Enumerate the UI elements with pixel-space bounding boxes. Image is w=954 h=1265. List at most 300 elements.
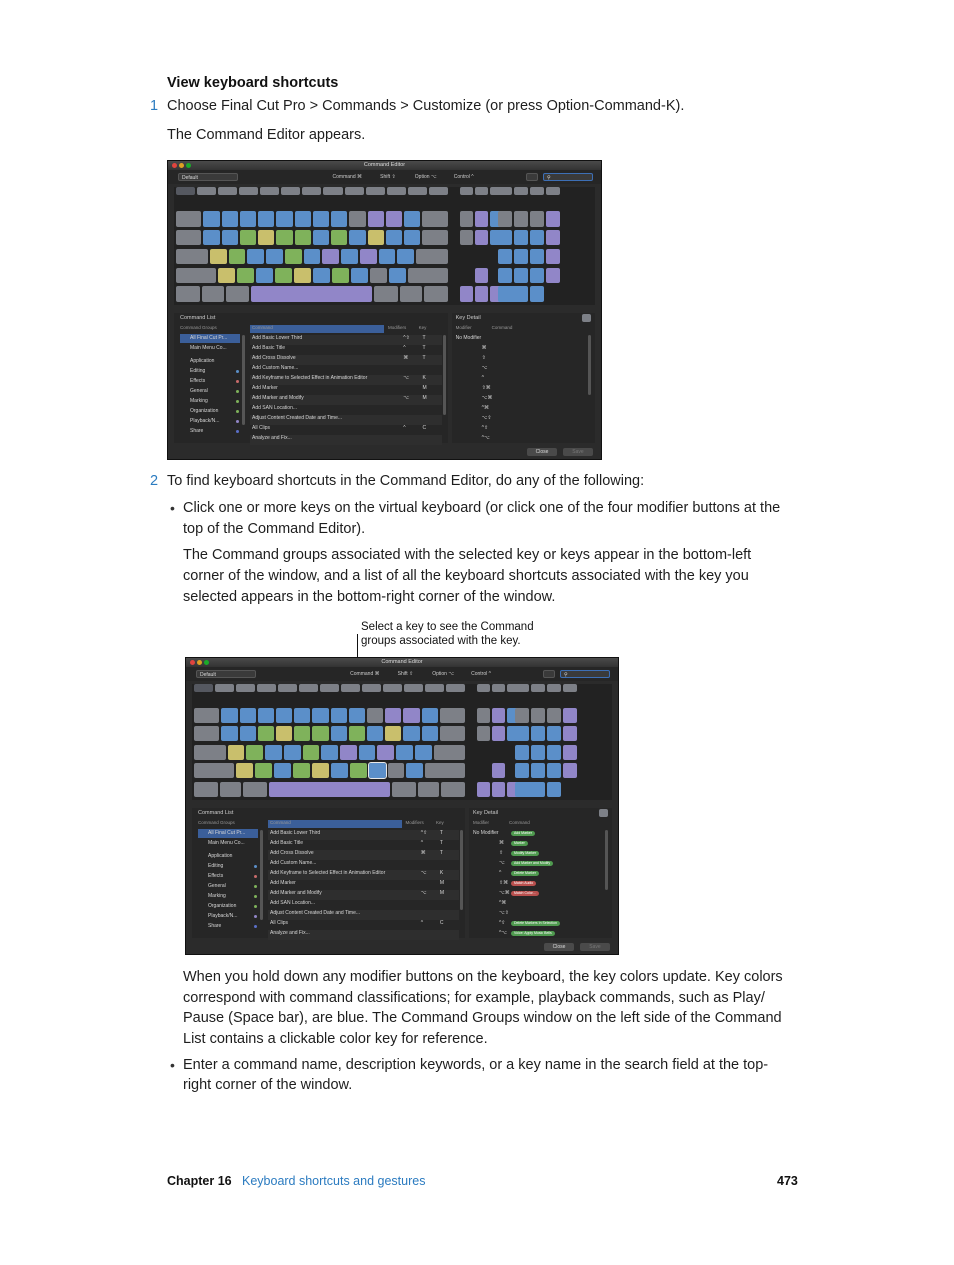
keyboard-key[interactable] xyxy=(403,708,419,723)
keypad-key[interactable] xyxy=(563,763,577,778)
command-row[interactable]: Add Basic Lower Third xyxy=(270,830,321,836)
keyboard-key[interactable] xyxy=(294,268,311,283)
keyboard-key[interactable] xyxy=(345,187,364,195)
step-text: Choose Final Cut Pro > Commands > Customize (or press Option-Command-K). xyxy=(167,98,685,114)
keyboard-key[interactable] xyxy=(400,286,422,301)
preset-popup[interactable]: Default xyxy=(178,173,238,181)
keypad-key[interactable] xyxy=(563,745,577,760)
keyboard-key[interactable] xyxy=(239,187,258,195)
save-button[interactable]: Save xyxy=(563,448,593,456)
keyboard-key[interactable] xyxy=(429,187,448,195)
keyboard-key[interactable] xyxy=(228,745,245,760)
keyboard-key[interactable] xyxy=(386,230,402,245)
keyboard-key[interactable] xyxy=(240,726,256,741)
keyboard-key[interactable] xyxy=(276,230,292,245)
keyboard-key[interactable] xyxy=(370,268,387,283)
command-row[interactable]: Add Custom Name... xyxy=(270,860,317,866)
keyboard-key[interactable] xyxy=(294,708,310,723)
keyboard-key[interactable] xyxy=(236,684,255,692)
keypad-key[interactable] xyxy=(547,745,561,760)
keyboard-key[interactable] xyxy=(374,286,398,301)
keyboard-key[interactable] xyxy=(284,745,301,760)
class-item[interactable]: Marking xyxy=(208,893,226,899)
preset-popup[interactable]: Default xyxy=(196,670,256,678)
keypad-key[interactable] xyxy=(546,230,560,245)
keypad-key[interactable] xyxy=(498,268,512,283)
keyboard-key[interactable] xyxy=(422,230,447,245)
keyboard-key[interactable] xyxy=(303,745,320,760)
keypad-key[interactable] xyxy=(514,249,528,264)
command-row[interactable]: Add Marker and Modify xyxy=(270,890,322,896)
keypad-key[interactable] xyxy=(546,187,560,195)
detail-command-pill[interactable]: Modify Marker xyxy=(511,851,539,856)
close-button[interactable]: Close xyxy=(527,448,557,456)
detail-command-pill[interactable]: Voice: Apply Music Bells xyxy=(511,931,555,936)
class-item[interactable]: Organization xyxy=(208,903,237,909)
save-button[interactable]: Save xyxy=(580,943,610,951)
keypad-key[interactable] xyxy=(547,684,561,692)
detail-command-pill[interactable]: Delete Markers In Selection xyxy=(511,921,560,926)
command-row[interactable]: Adjust Content Created Date and Time... xyxy=(252,415,343,421)
command-column-header[interactable]: Command xyxy=(252,325,273,330)
keyboard-key[interactable] xyxy=(304,249,321,264)
keyboard-key[interactable] xyxy=(475,230,488,245)
keyboard-key[interactable] xyxy=(404,230,420,245)
keyboard-key[interactable] xyxy=(240,708,256,723)
keyboard-key[interactable] xyxy=(422,211,447,226)
keyboard-key[interactable] xyxy=(360,249,377,264)
keyboard-key[interactable] xyxy=(275,268,292,283)
keyboard-key[interactable] xyxy=(293,763,310,778)
keyboard-key[interactable] xyxy=(446,684,465,692)
command-row[interactable]: Analyze and Fix... xyxy=(252,435,292,441)
commands-scrollbar[interactable] xyxy=(443,335,446,415)
keyboard-key[interactable] xyxy=(408,187,427,195)
keypad-key[interactable] xyxy=(546,249,560,264)
command-row[interactable]: Add Marker and Modify xyxy=(252,395,304,401)
modifier-button[interactable]: Shift ⇧ xyxy=(380,174,396,180)
search-field[interactable]: ⚲ xyxy=(543,173,593,181)
keyboard-key[interactable] xyxy=(295,230,311,245)
keyboard-key[interactable] xyxy=(396,745,413,760)
keyboard-key[interactable] xyxy=(367,726,383,741)
keyboard-key[interactable] xyxy=(383,684,402,692)
keyboard-key[interactable] xyxy=(260,187,279,195)
class-item[interactable]: Marking xyxy=(190,398,208,404)
keypad-key[interactable] xyxy=(530,286,544,301)
keyboard-key[interactable] xyxy=(397,249,414,264)
keyboard-key[interactable] xyxy=(229,249,246,264)
keyboard-key[interactable] xyxy=(294,726,310,741)
keyboard-key[interactable] xyxy=(194,684,213,692)
keyboard-key[interactable] xyxy=(176,211,201,226)
keyboard-key[interactable] xyxy=(368,211,384,226)
keyboard-key[interactable] xyxy=(434,745,466,760)
keyboard-key[interactable] xyxy=(422,708,438,723)
keyboard-key[interactable] xyxy=(203,230,219,245)
keyboard-key[interactable] xyxy=(340,745,357,760)
command-modifiers: ^ xyxy=(403,425,406,431)
keyboard-key[interactable] xyxy=(351,268,368,283)
keyboard-key[interactable] xyxy=(477,684,490,692)
keyboard-key[interactable] xyxy=(215,684,234,692)
keyboard-key[interactable] xyxy=(425,763,465,778)
arrow-key[interactable] xyxy=(475,286,488,301)
keypad-key[interactable] xyxy=(530,249,544,264)
command-row[interactable]: All Clips xyxy=(270,920,289,926)
keyboard-key[interactable] xyxy=(477,726,490,741)
keyboard-key[interactable] xyxy=(321,745,338,760)
command-column-header[interactable]: Command xyxy=(270,820,291,825)
keyboard-key[interactable] xyxy=(475,187,488,195)
keyboard-key[interactable] xyxy=(251,286,372,301)
keyboard-key[interactable] xyxy=(194,782,218,797)
class-item[interactable]: Editing xyxy=(190,368,206,374)
command-row[interactable]: Add Basic Title xyxy=(252,345,286,351)
keyboard-key[interactable] xyxy=(392,782,416,797)
modifier-button[interactable]: Control ^ xyxy=(453,174,474,180)
class-item[interactable]: Playback/N... xyxy=(190,418,220,424)
keyboard-key[interactable] xyxy=(331,726,347,741)
keyboard-key[interactable] xyxy=(389,268,406,283)
keyboard-key[interactable] xyxy=(404,684,423,692)
keyboard-key[interactable] xyxy=(276,211,292,226)
keypad-key[interactable] xyxy=(498,286,528,301)
keyboard-key[interactable] xyxy=(313,268,330,283)
keyboard-key[interactable] xyxy=(240,211,256,226)
keypad-key[interactable] xyxy=(498,211,512,226)
keyboard-key[interactable] xyxy=(265,745,282,760)
keypad-key[interactable] xyxy=(563,708,577,723)
class-item[interactable]: Share xyxy=(208,923,222,929)
keypad-key[interactable] xyxy=(530,187,544,195)
modifiers-column-header[interactable]: Modifiers xyxy=(387,325,407,330)
keyboard-key[interactable] xyxy=(197,187,216,195)
keyboard-key[interactable] xyxy=(176,286,200,301)
page-number: 473 xyxy=(777,1174,798,1188)
footer-chapter: Chapter 16 xyxy=(167,1174,232,1188)
keyboard-key[interactable] xyxy=(258,726,274,741)
keypad-key[interactable] xyxy=(546,268,560,283)
modifier-button[interactable]: Option ⌥ xyxy=(414,174,437,180)
command-row[interactable]: Add Basic Lower Third xyxy=(252,335,303,341)
keyboard-key[interactable] xyxy=(385,708,401,723)
keyboard-key[interactable] xyxy=(368,230,384,245)
command-row[interactable]: Add Keyframe to Selected Effect in Animation Editor xyxy=(252,375,368,381)
class-item[interactable]: Effects xyxy=(190,378,206,384)
detail-command-pill[interactable]: Add Marker and Modify xyxy=(511,861,553,866)
close-button[interactable]: Close xyxy=(544,943,574,951)
keyboard-key[interactable] xyxy=(492,684,505,692)
keyboard-key[interactable] xyxy=(256,268,273,283)
keyboard-key[interactable] xyxy=(312,708,328,723)
key-detail-button[interactable] xyxy=(599,809,608,817)
keyboard-key[interactable] xyxy=(312,763,329,778)
keyboard-key[interactable] xyxy=(258,708,274,723)
keyboard-key[interactable] xyxy=(222,211,238,226)
keyboard-key[interactable] xyxy=(367,708,383,723)
keypad-key[interactable] xyxy=(498,187,512,195)
command-row[interactable]: All Clips xyxy=(252,425,271,431)
keyboard-key[interactable] xyxy=(331,230,347,245)
keyboard-key[interactable] xyxy=(425,684,444,692)
modifier-button[interactable]: Command ⌘ xyxy=(350,671,380,677)
keyboard-key[interactable] xyxy=(258,230,274,245)
keyboard-key[interactable] xyxy=(266,249,283,264)
keyboard-key[interactable] xyxy=(366,187,385,195)
keyboard-key[interactable] xyxy=(221,708,237,723)
keypad-key[interactable] xyxy=(514,230,528,245)
keyboard-key[interactable] xyxy=(477,708,490,723)
keypad-key[interactable] xyxy=(515,745,529,760)
command-modifiers: ^⇧ xyxy=(420,830,428,836)
detail-command-pill[interactable]: Marker xyxy=(511,841,528,846)
detail-command-pill[interactable]: Delete Marker xyxy=(511,871,539,876)
keyboard-key[interactable] xyxy=(388,763,405,778)
command-row[interactable]: Adjust Content Created Date and Time... xyxy=(270,910,361,916)
keyboard-key[interactable] xyxy=(218,268,235,283)
keyboard-key[interactable] xyxy=(295,211,311,226)
keyboard-key[interactable] xyxy=(302,187,321,195)
keypad-key[interactable] xyxy=(515,782,545,797)
keyboard-key[interactable] xyxy=(331,708,347,723)
class-item[interactable]: Effects xyxy=(208,873,224,879)
keyboard-key[interactable] xyxy=(387,187,406,195)
groups-app-label: Application xyxy=(190,358,215,364)
keyboard-key[interactable] xyxy=(349,726,365,741)
keyboard-key[interactable] xyxy=(408,268,448,283)
keyboard-key[interactable] xyxy=(404,211,420,226)
detail-scrollbar[interactable] xyxy=(588,335,591,395)
keyboard-key[interactable] xyxy=(246,745,263,760)
arrow-key[interactable] xyxy=(492,782,505,797)
keyboard-key[interactable] xyxy=(415,745,432,760)
key-detail-button[interactable] xyxy=(582,314,591,322)
detail-command-pill[interactable]: Match Color... xyxy=(511,891,539,896)
group-item[interactable]: All Final Cut Pr... xyxy=(190,335,228,341)
keyboard-key[interactable] xyxy=(440,708,465,723)
keyboard-key[interactable] xyxy=(386,211,402,226)
keypad-key[interactable] xyxy=(546,211,560,226)
keyboard-key[interactable] xyxy=(460,211,473,226)
keyboard-key[interactable] xyxy=(349,211,365,226)
keyboard-key[interactable] xyxy=(278,684,297,692)
keyboard-toggle-icon[interactable] xyxy=(543,670,555,678)
keyboard-key[interactable] xyxy=(255,763,272,778)
keyboard-key[interactable] xyxy=(349,230,365,245)
arrow-key[interactable] xyxy=(477,782,490,797)
command-row[interactable]: Add SAN Location... xyxy=(270,900,316,906)
keyboard-key[interactable] xyxy=(269,782,390,797)
keyboard-key[interactable] xyxy=(221,726,237,741)
keyboard-key[interactable] xyxy=(416,249,448,264)
keypad-key[interactable] xyxy=(514,268,528,283)
keyboard-key[interactable] xyxy=(440,726,465,741)
arrow-up-key[interactable] xyxy=(492,763,505,778)
command-row[interactable]: Add Keyframe to Selected Effect in Animation Editor xyxy=(270,870,386,876)
keyboard-key[interactable] xyxy=(313,211,329,226)
keyboard-key[interactable] xyxy=(377,745,394,760)
key-column-header[interactable]: Key xyxy=(436,820,444,825)
keyboard-key[interactable] xyxy=(210,249,227,264)
groups-scrollbar[interactable] xyxy=(260,830,263,920)
keyboard-key[interactable] xyxy=(281,187,300,195)
groups-scrollbar[interactable] xyxy=(242,335,245,425)
keyboard-key[interactable] xyxy=(203,211,219,226)
arrow-key[interactable] xyxy=(460,286,473,301)
group-item[interactable]: Main Menu Co... xyxy=(208,840,245,846)
keyboard-key[interactable] xyxy=(323,187,342,195)
keyboard-key[interactable] xyxy=(492,708,505,723)
modifier-button[interactable]: Control ^ xyxy=(471,671,491,677)
keyboard-key[interactable] xyxy=(299,684,318,692)
keypad-key[interactable] xyxy=(547,708,561,723)
modifier-button[interactable]: Shift ⇧ xyxy=(397,671,414,677)
keypad-key[interactable] xyxy=(531,763,545,778)
keypad-key[interactable] xyxy=(498,249,512,264)
keypad-key[interactable] xyxy=(563,684,577,692)
keyboard-key[interactable] xyxy=(332,268,349,283)
keyboard-key[interactable] xyxy=(240,230,256,245)
keyboard-key[interactable] xyxy=(222,230,238,245)
keyboard-key[interactable] xyxy=(369,763,386,778)
command-row[interactable]: Add Basic Title xyxy=(270,840,304,846)
keypad-key[interactable] xyxy=(531,708,545,723)
keypad-key[interactable] xyxy=(515,684,529,692)
keyboard-key[interactable] xyxy=(460,230,473,245)
keyboard-key[interactable] xyxy=(331,211,347,226)
command-row[interactable]: Add Marker xyxy=(252,385,278,391)
keyboard-key[interactable] xyxy=(359,745,376,760)
keyboard-key[interactable] xyxy=(313,230,329,245)
keyboard-key[interactable] xyxy=(341,249,358,264)
keyboard-key[interactable] xyxy=(237,268,254,283)
keypad-key[interactable] xyxy=(547,763,561,778)
arrow-up-key[interactable] xyxy=(475,268,488,283)
class-item[interactable]: Editing xyxy=(208,863,224,869)
keyboard-key[interactable] xyxy=(406,763,423,778)
class-item[interactable]: Organization xyxy=(190,408,219,414)
keypad-key[interactable] xyxy=(514,187,528,195)
keyboard-key[interactable] xyxy=(276,726,292,741)
keyboard-key[interactable] xyxy=(385,726,401,741)
footer-chapter-link[interactable]: Keyboard shortcuts and gestures xyxy=(242,1174,426,1188)
keypad-key[interactable] xyxy=(530,268,544,283)
keyboard-key[interactable] xyxy=(176,187,195,195)
keypad-key[interactable] xyxy=(515,763,529,778)
keyboard-key[interactable] xyxy=(274,763,291,778)
keyboard-key[interactable] xyxy=(320,684,339,692)
keyboard-key[interactable] xyxy=(247,249,264,264)
modifiers-column-header[interactable]: Modifiers xyxy=(405,820,424,825)
class-item[interactable]: General xyxy=(208,883,226,889)
keyboard-key[interactable] xyxy=(258,211,274,226)
keypad-key[interactable] xyxy=(515,726,529,741)
keyboard-key[interactable] xyxy=(349,708,365,723)
keyboard-key[interactable] xyxy=(331,763,348,778)
keypad-key[interactable] xyxy=(563,726,577,741)
keypad-key[interactable] xyxy=(514,211,528,226)
keypad-key[interactable] xyxy=(530,230,544,245)
keyboard-key[interactable] xyxy=(176,230,201,245)
keyboard-key[interactable] xyxy=(220,782,242,797)
detail-command-pill[interactable]: Match Audio xyxy=(511,881,536,886)
keyboard-key[interactable] xyxy=(194,726,219,741)
detail-scrollbar[interactable] xyxy=(605,830,608,890)
commands-scrollbar[interactable] xyxy=(460,830,463,910)
class-item[interactable]: General xyxy=(190,388,208,394)
keyboard-key[interactable] xyxy=(350,763,367,778)
keypad-key[interactable] xyxy=(547,726,561,741)
search-field[interactable]: ⚲ xyxy=(560,670,610,678)
keyboard-key[interactable] xyxy=(243,782,267,797)
keypad-key[interactable] xyxy=(531,684,545,692)
detail-modifier: ⌥ xyxy=(481,365,488,371)
detail-command-pill[interactable]: Add Marker xyxy=(511,831,535,836)
keyboard-key[interactable] xyxy=(424,286,448,301)
keyboard-key[interactable] xyxy=(475,211,488,226)
keypad-key[interactable] xyxy=(515,708,529,723)
keyboard-toggle-icon[interactable] xyxy=(526,173,538,181)
keypad-key[interactable] xyxy=(531,726,545,741)
class-color-swatch xyxy=(254,865,257,868)
keyboard-key[interactable] xyxy=(341,684,360,692)
keyboard-key[interactable] xyxy=(276,708,292,723)
keypad-key[interactable] xyxy=(530,211,544,226)
command-row[interactable]: Analyze and Fix... xyxy=(270,930,310,936)
keyboard-key[interactable] xyxy=(194,745,226,760)
keyboard-key[interactable] xyxy=(226,286,250,301)
keyboard-key[interactable] xyxy=(257,684,276,692)
class-item[interactable]: Playback/N... xyxy=(208,913,238,919)
keyboard-key[interactable] xyxy=(194,763,234,778)
keyboard-key[interactable] xyxy=(176,249,208,264)
command-row[interactable]: Add Cross Dissolve xyxy=(252,355,296,361)
keyboard-key[interactable] xyxy=(362,684,381,692)
class-item[interactable]: Share xyxy=(190,428,204,434)
modifier-button[interactable]: Option ⌥ xyxy=(432,671,455,677)
keyboard-key[interactable] xyxy=(418,782,440,797)
keyboard-key[interactable] xyxy=(403,726,419,741)
command-key: M xyxy=(422,385,427,391)
keyboard-key[interactable] xyxy=(176,268,216,283)
keypad-key[interactable] xyxy=(498,230,512,245)
detail-modifier: ⇧ xyxy=(481,355,486,361)
keypad-key[interactable] xyxy=(547,782,561,797)
keyboard-key[interactable] xyxy=(202,286,224,301)
keyboard-key[interactable] xyxy=(194,708,219,723)
group-item[interactable]: Main Menu Co... xyxy=(190,345,227,351)
command-row[interactable]: Add Cross Dissolve xyxy=(270,850,314,856)
key-column-header[interactable]: Key xyxy=(418,325,427,330)
keyboard-key[interactable] xyxy=(312,726,328,741)
keyboard-key[interactable] xyxy=(379,249,396,264)
keyboard-key[interactable] xyxy=(441,782,465,797)
keyboard-key[interactable] xyxy=(460,187,473,195)
command-row[interactable]: Add SAN Location... xyxy=(252,405,298,411)
keyboard-key[interactable] xyxy=(218,187,237,195)
keyboard-key[interactable] xyxy=(236,763,253,778)
command-row[interactable]: Add Custom Name... xyxy=(252,365,299,371)
command-row[interactable]: Add Marker xyxy=(270,880,296,886)
group-item[interactable]: All Final Cut Pr... xyxy=(208,830,246,836)
modifier-button[interactable]: Command ⌘ xyxy=(332,174,362,180)
keyboard-key[interactable] xyxy=(422,726,438,741)
keypad-key[interactable] xyxy=(531,745,545,760)
keyboard-key[interactable] xyxy=(285,249,302,264)
keyboard-key[interactable] xyxy=(322,249,339,264)
keyboard-key[interactable] xyxy=(492,726,505,741)
